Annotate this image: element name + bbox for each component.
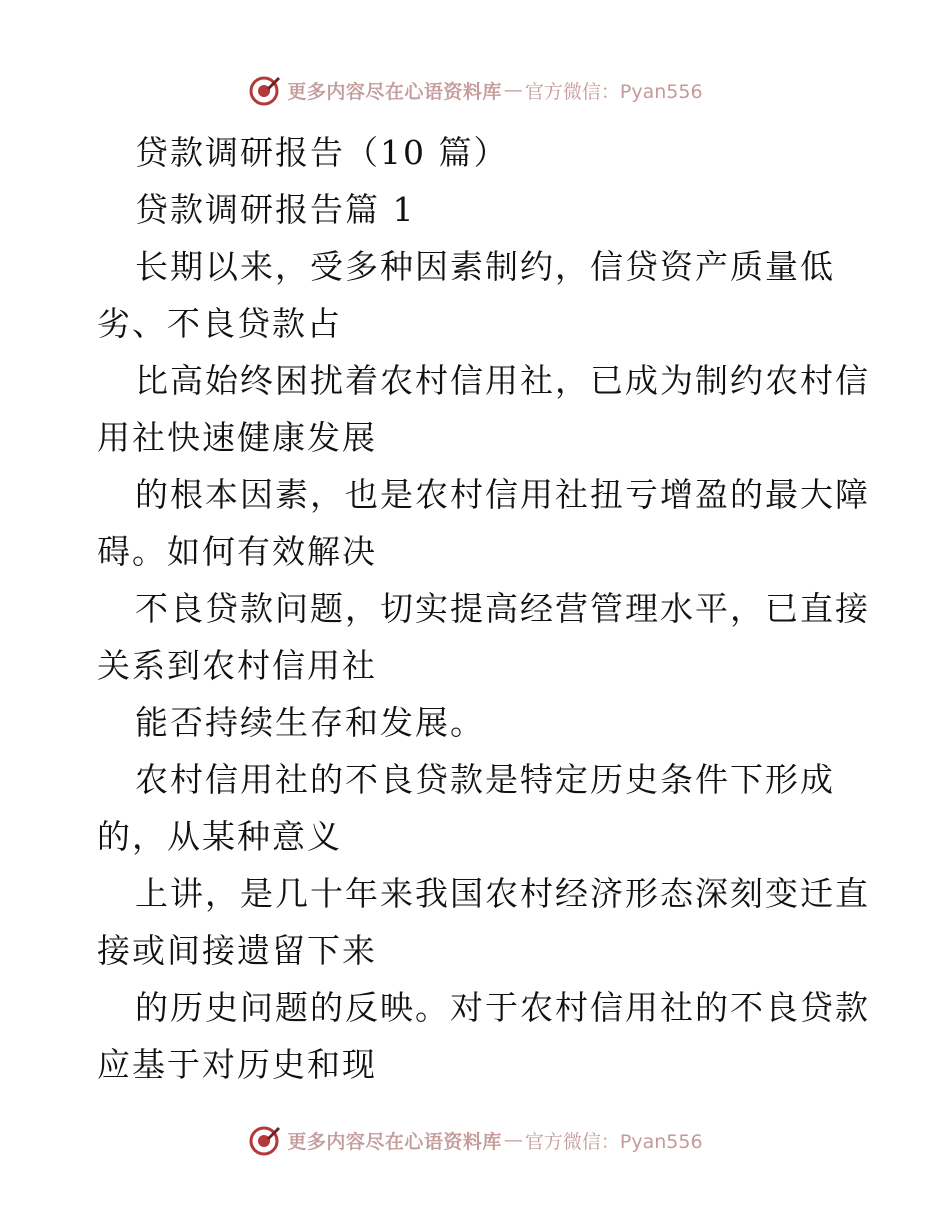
pen-logo-icon: [247, 73, 281, 107]
watermark-header: [0, 70, 950, 110]
body-text-line: 的根本因素，也是农村信用社扭亏增盈的最大障: [135, 475, 870, 514]
body-text-line: 上讲，是几十年来我国农村经济形态深刻变迁直: [135, 874, 870, 913]
watermark-dash: —: [503, 1129, 523, 1151]
body-text-line: 不良贷款问题，切实提高经营管理水平，已直接: [135, 589, 870, 628]
body-text-line: 能否持续生存和发展。: [135, 703, 485, 742]
body-text-line: 应基于对历史和现: [97, 1045, 377, 1084]
body-text-line: 碍。如何有效解决: [97, 532, 377, 571]
body-text-line: 用社快速健康发展: [97, 418, 377, 457]
body-text-line: 的，从某种意义: [97, 817, 342, 856]
body-text-line: 接或间接遗留下来: [97, 931, 377, 970]
body-text-line: 长期以来，受多种因素制约，信贷资产质量低: [135, 247, 835, 286]
watermark-suffix: 官方微信：Pyan556: [524, 80, 703, 103]
pen-logo-icon: [247, 1123, 281, 1157]
watermark-dash: —: [503, 79, 523, 101]
watermark-text: 更多内容尽在心语资料库: [287, 80, 502, 103]
body-text-line: 的历史问题的反映。对于农村信用社的不良贷款: [135, 988, 870, 1027]
body-text-line: 比高始终困扰着农村信用社，已成为制约农村信: [135, 361, 870, 400]
document-title: 贷款调研报告（10 篇）: [135, 133, 509, 172]
watermark-footer: [0, 1120, 950, 1160]
body-text-line: 农村信用社的不良贷款是特定历史条件下形成: [135, 760, 835, 799]
body-text-line: 关系到农村信用社: [97, 646, 377, 685]
watermark-text: 更多内容尽在心语资料库: [287, 1130, 502, 1153]
body-text-line: 劣、不良贷款占: [97, 304, 342, 343]
document-body: [97, 124, 870, 1093]
section-heading: 贷款调研报告篇 1: [135, 190, 416, 229]
watermark-suffix: 官方微信：Pyan556: [524, 1130, 703, 1153]
